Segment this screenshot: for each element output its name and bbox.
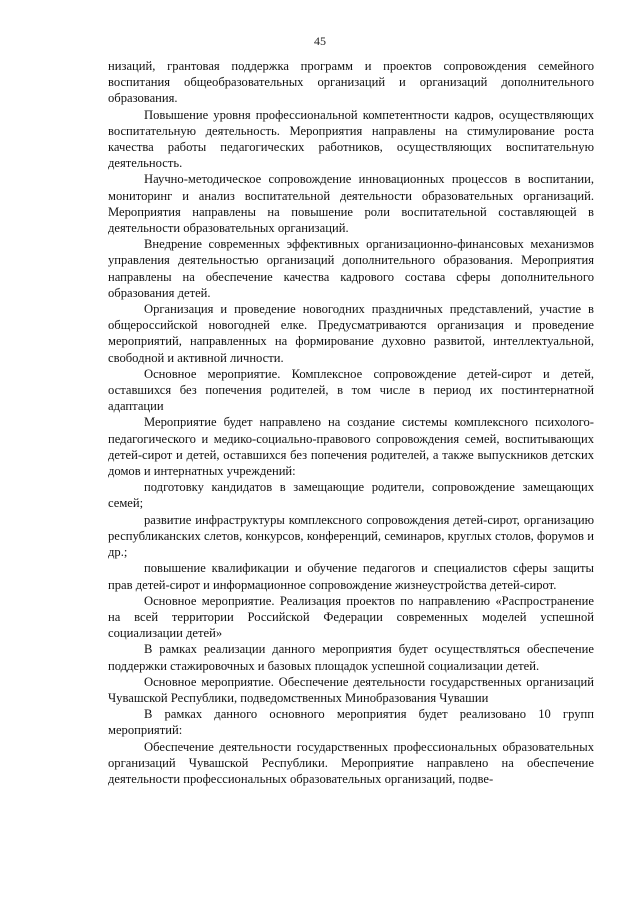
paragraph-15: Обеспечение деятельности государственных профессиональных образовательных организаций Чувашской Республики. Мероприятие направлено на обеспечение деятельности профессиональных образовательных организаций, подве- [108,739,594,786]
paragraph-6: Основное мероприятие. Комплексное сопровождение детей-сирот и детей, оставшихся без попечения родителей, в том числе в период их постинтернатной адаптации [108,366,594,414]
paragraph-2: Повышение уровня профессиональной компетентности кадров, осуществляющих воспитательную деятельность. Мероприятия направлены на стимулирование роста качества работы педагогических работников, осуществляющих воспитательную деятельность. [108,107,594,171]
paragraph-9: развитие инфраструктуры комплексного сопровождения детей-сирот, организацию республиканских слетов, конкурсов, конференций, семинаров, круглых столов, форумов и др.; [108,512,594,560]
paragraph-8: подготовку кандидатов в замещающие родители, сопровождение замещающих семей; [108,480,594,511]
paragraph-13: Основное мероприятие. Обеспечение деятельности государственных организаций Чувашской Республики, подведомственных Минобразования Чувашии [108,674,594,705]
page-number: 45 [314,34,326,48]
paragraph-5: Организация и проведение новогодних праздничных представлений, участие в общероссийской новогодней елке. Предусматриваются организация и проведение мероприятий, направленных на формирование духовно развитой, интеллектуальной, свободной и активной личности. [108,302,594,365]
paragraph-4: Внедрение современных эффективных организационно-финансовых механизмов управления деятельностью организаций дополнительного образования. Мероприятия направлены на обеспечение качества кадрового состава сферы дополнительного образования детей. [108,237,594,300]
paragraph-7: Мероприятие будет направлено на создание системы комплексного психолого-педагогического и медико-социально-правового сопровождения семей, воспитывающих детей-сирот и детей, оставшихся без попечения родителей, а также выпускников детских домов и интернатных учреждений: [108,415,594,479]
paragraph-10: повышение квалификации и обучение педагогов и специалистов сферы защиты прав детей-сирот и информационное сопровождение жизнеустройства детей-сирот. [108,561,594,592]
document-body [108,58,594,787]
paragraph-1: низаций, грантовая поддержка программ и проектов сопровождения семейного воспитания общеобразовательных организаций и организаций дополнительного образования. [108,59,594,106]
paragraph-3: Научно-методическое сопровождение инновационных процессов в воспитании, мониторинг и анализ воспитательной деятельности образовательных организаций. Мероприятия направлены на повышение роли воспитательной составляющей в деятельности образовательных организаций. [108,172,594,236]
paragraph-12: В рамках реализации данного мероприятия будет осуществляться обеспечение поддержки стажировочных и базовых площадок успешной социализации детей. [108,642,594,673]
paragraph-14: В рамках данного основного мероприятия будет реализовано 10 групп мероприятий: [108,707,594,738]
paragraph-11: Основное мероприятие. Реализация проектов по направлению «Распространение на всей территории Российской Федерации современных моделей успешной социализации детей» [108,593,594,641]
